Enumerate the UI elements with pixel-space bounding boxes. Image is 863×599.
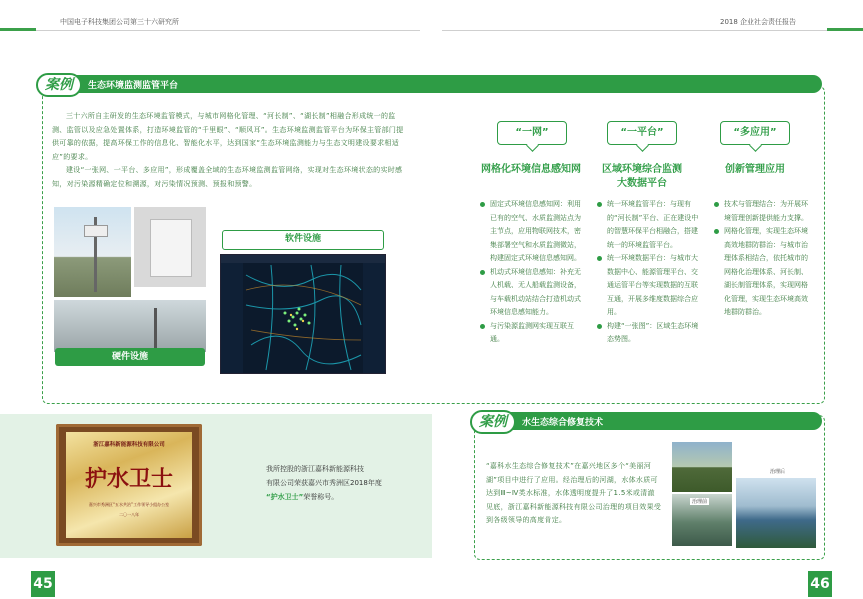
column2-item: 构建“一张图”：区域生态环境态势图。 xyxy=(597,320,701,347)
hardware-photo-station xyxy=(54,300,206,352)
column1-item: 固定式环境信息感知网：利用已有的空气、水质监测站点为主节点，应用物联网技术，密集部署空气和水质监测微站，构建固定式环境信息感知网。 xyxy=(480,198,584,266)
page-number-right: 46 xyxy=(808,571,832,597)
hardware-photo-cabinet xyxy=(134,207,206,287)
case1-paragraph-2: 建设“一张网、一平台、多应用”，形成覆盖全域的生态环境监测监管网络，实现对生态环境状态的实时感知，对污染源精确定位和溯源，对污染情况预测、预报和预警。 xyxy=(52,166,403,188)
column3-item: 技术与管理结合：为开展环境管理创新提供能力支撑。 xyxy=(714,198,814,225)
award-text-line1: 我所控股的浙江嘉科新能源科技 xyxy=(266,465,364,473)
award-text-line2: 有限公司荣获嘉兴市秀洲区2018年度 xyxy=(266,479,382,487)
case2-paragraph: “嘉科水生态综合修复技术”在嘉兴地区多个“美丽河湖”项目中进行了应用。经治理后的河湖，水体水质可达到Ⅲ~Ⅳ类水标准，水体透明度提升了1.5米或清澈见底，浙江嘉科新能源科技有限公司治理的项目效果受到各级领导的高度肯定。 xyxy=(486,462,662,524)
column2-item: 统一环境监管平台：与现有的“河长制”平台、正在建设中的智慧环保平台相融合，搭建统一的环境监管平台。 xyxy=(597,198,701,252)
page-number-left: 45 xyxy=(31,571,55,597)
plaque-title: 护水卫士 xyxy=(84,466,173,492)
column3-item: 网格化管理，实现生态环境高效地群防群治：与城市治理体系相结合，依托城市的网格化治理体系、河长制、湖长制管理体系，实现网格化管理，实现生态环境高效地群防群治。 xyxy=(714,225,814,320)
column3-quote: “多应用” xyxy=(720,121,790,145)
case1-banner xyxy=(60,75,822,93)
column3-list xyxy=(714,198,814,320)
software-label: 软件设施 xyxy=(222,230,384,250)
column2-quote: “一平台” xyxy=(607,121,677,145)
case2-photo-before xyxy=(672,442,732,492)
header-left-title: 中国电子科技集团公司第三十六研究所 xyxy=(60,18,179,26)
case2-tag: 案例 xyxy=(470,410,516,434)
header-accent-left xyxy=(0,28,36,31)
column1-quote: “一网” xyxy=(497,121,567,145)
header-divider-left xyxy=(0,30,420,31)
software-map-graphic xyxy=(221,255,385,373)
case1-body xyxy=(52,110,404,191)
case1-paragraph-1: 三十六所自主研发的生态环境监管模式，与城市网格化管理、“河长制”、“湖长制”相融合形成统一的监测、监管以及应急处置体系，打造环境监管的“千里眼”、“顺风耳”。生态环境监测监管平台为环保主管部门提供可靠的依据，提高环保工作的信息化、智能化水平，达到国家“生态环境监测能力与生态文明建设要求相适应”的要求。 xyxy=(52,112,404,161)
column1-item: 与污染源监测网实现互联互通。 xyxy=(480,320,584,347)
column2-list xyxy=(597,198,701,347)
hardware-label: 硬件设施 xyxy=(55,348,205,366)
case1-title: 生态环境监测监管平台 xyxy=(88,81,179,91)
award-highlight: “护水卫士” xyxy=(266,493,304,501)
column3-heading: 创新管理应用 xyxy=(725,164,785,175)
software-screen xyxy=(220,254,386,374)
award-plaque xyxy=(66,432,192,538)
column2-item: 统一环境数据平台：与城市大数据中心、能源管理平台、交通运管平台等实现数据的互联互通，开展多维度数据综合应用。 xyxy=(597,252,701,320)
header-accent-right xyxy=(827,28,863,31)
award-text-suffix: 荣誉称号。 xyxy=(303,493,339,501)
plaque-issuer: 嘉兴市秀洲区“五水共治”工作领导小组办公室 xyxy=(88,502,170,507)
column1-heading: 网格化环境信息感知网 xyxy=(481,164,581,175)
case2-photo-label-before: 治理前 xyxy=(692,499,708,505)
case1-tag: 案例 xyxy=(36,73,82,97)
plaque-date: 二〇一八年 xyxy=(119,512,139,517)
plaque-company: 浙江嘉科新能源科技有限公司 xyxy=(93,442,165,448)
hardware-photo-tower xyxy=(54,207,131,297)
award-text-line3 xyxy=(266,490,426,504)
case2-photo-after xyxy=(736,478,816,548)
award-text xyxy=(266,462,426,504)
header-right-title: 2018 企业社会责任报告 xyxy=(720,18,797,26)
case2-title: 水生态综合修复技术 xyxy=(522,418,604,428)
column2-heading: 区域环境综合监测大数据平台 xyxy=(602,164,682,189)
header-divider-right xyxy=(442,30,863,31)
case2-body xyxy=(486,460,662,528)
case2-banner xyxy=(494,412,822,430)
column1-list xyxy=(480,198,584,347)
column1-item: 机动式环境信息感知：补充无人机载、无人船载监测设备，与车载机动站结合打造机动式环境信息感知能力。 xyxy=(480,266,584,320)
case2-photo-label-after: 治理后 xyxy=(770,469,786,475)
